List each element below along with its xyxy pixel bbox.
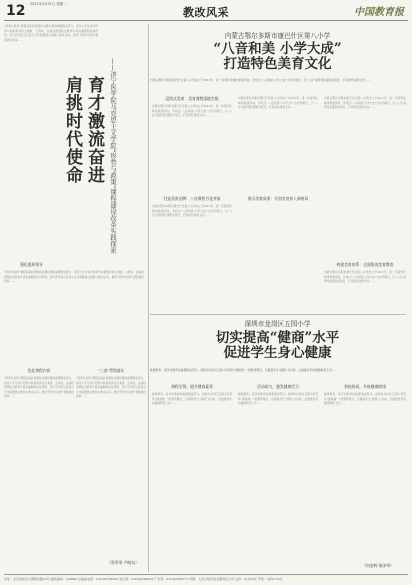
top-subtitle-3: 展示美育成果：开创美育育人新格局: [247, 196, 309, 201]
date-line: 2021年5月31日 星期一: [30, 2, 67, 6]
top-body-5: 内蒙古鄂尔多斯市康巴什区第八小学成立于2017年，是一所现代化城市新建学校。学校以“八音和美 小学大成”为办学理念，以“八音”美育特色课程为依托，打造特色美育文化……: [324, 270, 406, 283]
top-article-headline: [150, 42, 405, 72]
left-body-text-1: “形势与政策”课程是高校思想政治理论课的重要组成部分，是对大学生进行形势与政策教育的主渠道、主阵地，在高校思想政治教育中具有重要地位和作用。济宁医学院马克思主义学院聚焦立德树人根本任务，推进“形势与政策”课程建设改革……: [4, 270, 144, 283]
bottom-article-intro: 健康教育，是学校教育的重要组成部分。深圳市龙岗区五园小学坚持“健康第一”的教育理念，以提高学生“健商”为目标，全面推进学校健康教育工作……: [150, 368, 338, 372]
top-body-2: 内蒙古鄂尔多斯市康巴什区第八小学成立于2017年，是一所现代化城市新建学校。学校以“八音和美 小学大成”为办学理念，以“八音”美育特色课程为依托，打造特色美育文化……: [152, 204, 232, 217]
left-lead-text: “形势与政策”课程是高校思想政治理论课的重要组成部分，是对大学生进行形势与政策教育的主渠道、主阵地，在高校思想政治教育中具有重要地位和作用。济宁医学院马克思主义学院聚焦立德树人根本任务，推进“形势与政策”课程建设改革……: [4, 24, 98, 42]
left-headline-line2: 育才激流奋进: [84, 76, 104, 184]
top-headline-line2: 打造特色美育文化: [223, 56, 332, 72]
bottom-body-1: 健康教育，是学校教育的重要组成部分。深圳市龙岗区五园小学坚持“健康第一”的教育理念，以提高学生“健商”为目标，全面推进学校健康教育工作……: [152, 392, 232, 405]
left-vertical-headline: [60, 58, 120, 258]
bottom-subtitle-2: 活动助力，激发健康活力: [257, 384, 299, 389]
left-body-text-2: “形势与政策”课程是高校思想政治理论课的重要组成部分，是对大学生进行形势与政策教育的主渠道、主阵地，在高校思想政治教育中具有重要地位和作用。济宁医学院马克思主义学院聚焦立德树人根本任务，推进“形势与政策”课程建设改革……: [4, 376, 74, 398]
page-header: [0, 0, 412, 22]
top-body-3: 内蒙古鄂尔多斯市康巴什区第八小学成立于2017年，是一所现代化城市新建学校。学校以“八音和美 小学大成”为办学理念，以“八音”美育特色课程为依托，打造特色美育文化……: [238, 96, 318, 109]
bottom-headline-line1: 切实提高“健商”水平: [215, 330, 340, 346]
mid-divider: [150, 314, 406, 315]
top-article-intro: 内蒙古鄂尔多斯市康巴什区第八小学成立于2017年，是一所现代化城市新建学校。学校以“八音和美 小学大成”为办学理念，以“八音”美育特色课程为依托，打造特色美育文化……: [150, 78, 371, 82]
left-body-text-3: “形势与政策”课程是高校思想政治理论课的重要组成部分，是对大学生进行形势与政策教育的主渠道、主阵地，在高校思想政治教育中具有重要地位和作用。济宁医学院马克思主义学院聚焦立德树人根本任务，推进“形势与政策”课程建设改革……: [76, 376, 146, 398]
bottom-headline-line2: 促进学生身心健康: [223, 345, 332, 361]
bottom-subtitle-3: 家校协同，共筑健康防线: [344, 384, 386, 389]
top-subtitle-4: 构建美育体系：全面推进美育教育: [336, 262, 394, 267]
bottom-author: （何金辉 骆泽华）: [362, 563, 394, 568]
left-section-title-1: 强化组织领导: [20, 262, 43, 267]
top-body-1: 内蒙古鄂尔多斯市康巴什区第八小学成立于2017年，是一所现代化城市新建学校。学校以“八音和美 小学大成”为办学理念，以“八音”美育特色课程为依托，打造特色美育文化……: [152, 104, 232, 117]
top-subtitle-2: 打造美育品牌：八音课程百花齐放: [163, 196, 221, 201]
left-author: （窦翠翠 卢晓东）: [107, 560, 139, 565]
left-section-title-3: “三进”贯彻落实: [97, 368, 125, 373]
left-headline-line1: 肩挑时代使命: [62, 76, 82, 184]
left-section-title-2: 优化课程内容: [27, 368, 51, 373]
bottom-article-kicker: 深圳市龙岗区五园小学: [244, 320, 311, 328]
left-subheadline: ——济宁医学院马克思主义学院“形势与政策”课程建设改革实践探索: [109, 58, 116, 254]
page-footer: 社址：北京海淀区文慧园北路10号 邮政编码：100082 总编室电话：010-82296500 发行部：010-82296616 广告部：010-82296777 印刷：人民日报印务有限责任公司 定价：每月24元 零售：每份1.50元: [4, 574, 408, 581]
bottom-body-3: 健康教育，是学校教育的重要组成部分。深圳市龙岗区五园小学坚持“健康第一”的教育理念，以提高学生“健商”为目标，全面推进学校健康教育工作……: [324, 392, 406, 405]
header-rule: [4, 20, 408, 21]
top-headline-line1: “八音和美 小学大成”: [213, 41, 342, 57]
bottom-body-2: 健康教育，是学校教育的重要组成部分。深圳市龙岗区五园小学坚持“健康第一”的教育理念，以提高学生“健商”为目标，全面推进学校健康教育工作……: [238, 392, 318, 405]
section-title: 教改风采: [183, 6, 229, 19]
top-body-4: 内蒙古鄂尔多斯市康巴什区第八小学成立于2017年，是一所现代化城市新建学校。学校以“八音和美 小学大成”为办学理念，以“八音”美育特色课程为依托，打造特色美育文化……: [324, 96, 406, 109]
bottom-subtitle-1: 课程引领，提升健商素养: [171, 384, 213, 389]
page-number: 12: [6, 3, 26, 19]
column-divider: [148, 24, 149, 572]
top-subtitle-1: 浸润式美育：美育课程落地生根: [165, 96, 219, 101]
top-article-kicker: 内蒙古鄂尔多斯市康巴什区第八小学: [224, 32, 331, 40]
bottom-article-headline: [150, 331, 405, 361]
newspaper-logo: 中国教育报: [354, 7, 404, 18]
